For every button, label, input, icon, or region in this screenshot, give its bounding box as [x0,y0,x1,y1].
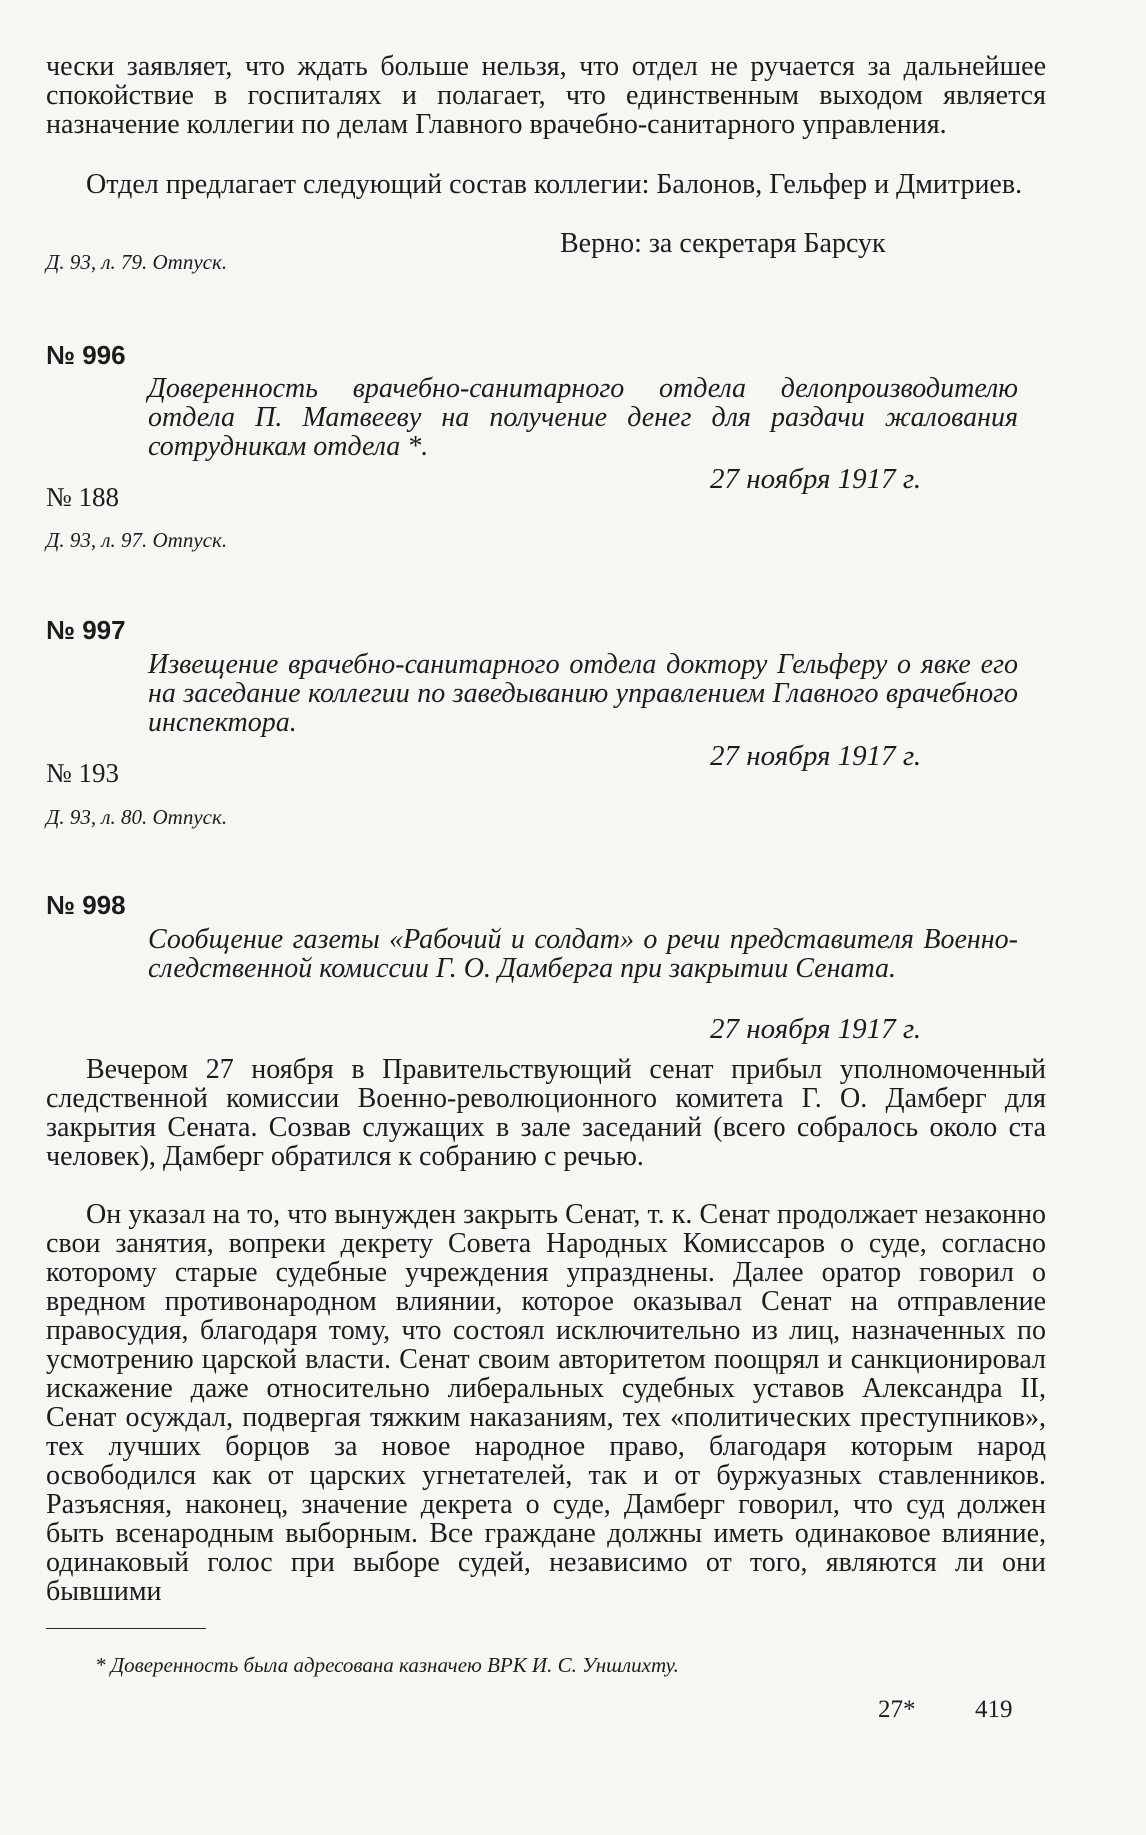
outgoing-number: № 193 [46,758,120,788]
document-number: № 997 [46,615,126,645]
document-number: № 996 [46,340,126,370]
document-title: Доверенность врачебно-санитарного отдела делопроизводителю отдела П. Матвееву на получение денег для раздачи жалования сотрудникам отдела *. [148,373,1018,462]
archive-reference: Д. 93, л. 79. Отпуск. [46,250,228,274]
document-title: Сообщение газеты «Рабочий и солдат» о речи представителя Военно-следственной комиссии Г. О. Дамберга при закрытии Сената. [148,924,1018,984]
archive-reference: Д. 93, л. 80. Отпуск. [46,805,228,829]
document-title: Извещение врачебно-санитарного отдела доктору Гельферу о явке его на заседание коллегии по заведыванию управлением Главного врачебного инспектора. [148,649,1018,738]
page-number: 419 [975,1696,1013,1723]
signature-line: Верно: за секретаря Барсук [560,228,886,259]
archive-reference: Д. 93, л. 97. Отпуск. [46,528,228,552]
footnote-divider [46,1628,206,1629]
signature-mark: 27* [878,1696,916,1723]
document-date: 27 ноября 1917 г. [710,1013,922,1045]
document-date: 27 ноября 1917 г. [710,740,922,772]
article-paragraph-2: Он указал на то, что вынужден закрыть Сенат, т. к. Сенат продолжает незаконно свои занятия, вопреки декрету Совета Народных Комиссаров о суде, согласно которому старые судебные учреждения упразднены. Далее оратор говорил о вредном противонародном влиянии, которое оказывал Сенат на отправление правосудия, благодаря тому, что состоял исключительно из лиц, назначенных по усмотрению царской власти. Сенат своим авторитетом поощрял и санкционировал искажение даже относительно либеральных судебных уставов Александра II, Сенат осуждал, подвергая тяжким наказаниям, тех «политических преступников», тех лучших борцов за новое народное право, благодаря которым народ освободился как от царских угнетателей, так и от буржуазных ставленников. Разъясняя, наконец, значение декрета о суде, Дамберг говорил, что суд должен быть всенародным выборным. Все граждане должны иметь одинаковое влияние, одинаковый голос при выборе судей, независимо от того, являются ли они бывшими [46,1199,1046,1607]
footnote: * Доверенность была адресована казначею ВРК И. С. Уншлихту. [95,1653,679,1677]
outgoing-number: № 188 [46,482,120,512]
intro-paragraph-2: Отдел предлагает следующий состав коллегии: Балонов, Гельфер и Дмитриев. [86,169,1023,200]
intro-paragraph-1: чески заявляет, что ждать больше нельзя, что отдел не ручается за дальнейшее спокойствие в госпиталях и полагает, что единственным выходом является назначение коллегии по делам Главного врачебно-санитарного управления. [46,51,1046,140]
document-number: № 998 [46,890,126,920]
document-date: 27 ноября 1917 г. [710,463,922,495]
article-paragraph-1: Вечером 27 ноября в Правительствующий сенат прибыл уполномоченный следственной комиссии Военно-революционного комитета Г. О. Дамберг для закрытия Сената. Созвав служащих в зале заседаний (всего собралось около ста человек), Дамберг обратился к собранию с речью. [46,1054,1046,1172]
